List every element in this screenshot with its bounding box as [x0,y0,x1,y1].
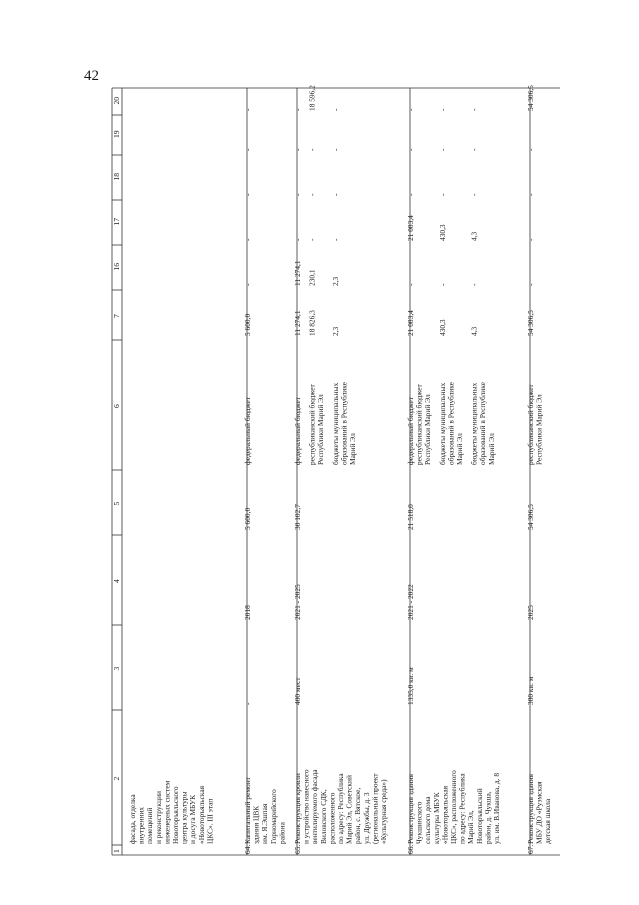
funding-source: федеральный бюджет [406,396,415,465]
total-cost-value: 30 102,7 [293,504,302,530]
amount-v16: - [406,283,415,286]
column-header: 19 [112,130,121,138]
row-number: 64. [243,844,252,854]
amount-v20: 54 306,5 [526,85,535,111]
object-name: детская школа [543,798,553,844]
amount-v16: - [437,283,447,286]
amount-v16: - [526,283,535,286]
object-name: вентилируемого фасада [310,769,320,844]
object-name: и досуга МБУК [188,794,198,844]
column-header: 7 [112,314,121,318]
object-name: внутренних [136,807,146,844]
row-number: 67. [526,844,535,854]
funding-source: Республики Марий Эл [316,394,326,465]
amount-v19: - [526,148,535,151]
object-name: ЦКС». III этап [205,798,215,844]
amount-v7: 5 600,0 [243,313,252,336]
amount-v18: - [243,193,252,196]
amount-v18: - [307,193,317,196]
amount-v7: 18 826,3 [307,310,317,336]
capacity-value: - [243,702,252,705]
funding-source: Республики Марий Эл [534,394,544,465]
amount-v18: - [526,193,535,196]
column-header: 4 [112,579,121,583]
funding-source: бюджеты муниципальных [437,382,447,465]
amount-v19: - [243,148,252,151]
amount-v17: - [526,238,535,241]
amount-v18: - [330,193,340,196]
object-name: Капитальный ремонт [243,777,252,844]
object-name: фасада, отделка [128,794,137,844]
amount-v20: - [406,108,415,111]
total-cost-value: 5 600,0 [243,507,252,530]
amount-v18: - [406,193,415,196]
amount-v16: 230,1 [307,269,317,286]
amount-v17: - [330,238,340,241]
object-name: Новоторъяльский [474,788,484,844]
total-cost-value: 21 518,0 [406,504,415,530]
capacity-value: 1335,0 кв. м [406,667,415,705]
object-name: района [277,822,287,844]
object-name: культуры МБУК [431,792,441,844]
object-name: по адресу: Республика [457,773,467,844]
object-name: Новоторъяльского [171,786,180,844]
funding-source: бюджеты муниципальных [469,382,479,465]
amount-v16: - [469,283,479,286]
amount-v7: 21 083,4 [406,310,415,336]
object-name: сельского дома [423,796,433,844]
object-name: МБУ ДО «Руэмская [534,781,544,844]
object-name: по адресу: Республика [336,773,345,844]
row-number: 65. [293,844,302,854]
object-name: район, д. Чукша, [483,791,493,844]
amount-v17: - [243,238,252,241]
funding-source: Марий Эл [455,433,464,465]
object-name: «Культурная среда») [379,779,388,844]
column-header: 18 [112,172,121,181]
object-name: Реконструкция здания [406,774,415,844]
object-name: ЦКС», расположенного [449,770,458,844]
row-number: 66. [406,844,415,854]
amount-v7: 4,3 [469,326,479,336]
amount-v18: - [437,193,447,196]
amount-v18: - [469,193,479,196]
amount-v7: 2,3 [330,326,340,336]
capacity-value: 380 кв. м [526,676,535,705]
capacity-value: 400 мест [293,677,302,705]
object-name: «Новоторъяльская [196,785,206,844]
funding-source: Республики Марий Эл [423,394,433,465]
column-header: 20 [112,96,121,105]
column-header: 16 [112,262,121,271]
object-name: Чукшинского [414,801,424,844]
amount-v19: - [293,148,302,151]
amount-v16: - [243,283,252,286]
object-name: им. Я.Эшпая [260,803,270,844]
object-name: Виловского СДК, [318,789,328,844]
funding-source: образований в Республике [339,382,349,465]
amount-v19: - [406,148,415,151]
funding-source: республиканский бюджет [526,384,535,465]
amount-v20: 18 596,2 [307,85,317,111]
amount-v19: - [307,148,317,151]
object-name: Реконструкция кровли [293,773,302,844]
years-value: 2021 - 2025 [293,584,302,620]
amount-v7: 430,3 [437,319,447,336]
object-name: инженерных систем [162,780,172,844]
amount-v17: - [293,238,302,241]
amount-v7: 11 274,1 [293,310,302,336]
object-name: помещений [145,807,155,844]
object-name: центра культуры [179,791,189,844]
amount-v20: - [243,108,252,111]
amount-v16: 2,3 [330,276,340,286]
object-name: район, с. Вятское, [353,787,363,844]
amount-v17: 21 083,4 [406,215,415,241]
object-name: Марий Эл, Советский [344,775,354,844]
object-name: Реконструкция здания [526,774,535,844]
amount-v19: - [330,148,340,151]
column-header: 2 [112,776,121,781]
amount-v17: 4,3 [469,231,479,241]
funding-source: Марий Эл [486,433,496,465]
amount-v17: 430,3 [437,224,447,241]
page-number: 42 [84,68,99,84]
column-header: 5 [112,501,121,506]
amount-v17: - [307,238,317,241]
funding-source: федеральный бюджет [293,396,302,465]
amount-v20: - [437,108,447,111]
funding-source: образований в Республике [446,382,456,465]
amount-v20: - [330,108,340,111]
funding-source: республиканский бюджет [307,384,317,465]
object-name: Горномарийского [268,789,278,844]
object-name: и реконструкции [153,791,163,844]
amount-v20: - [469,108,479,111]
funding-source: бюджеты муниципальных [330,382,340,465]
object-name: и устройство навесного [301,769,311,844]
object-name: расположенного [327,792,337,844]
years-value: 2025 [526,605,535,620]
table-content [112,85,552,854]
column-header: 6 [112,404,121,408]
amount-v19: - [437,148,447,151]
object-name: «Новоторъяльская [440,785,450,844]
object-name: здания ЦВК [251,805,261,844]
funding-source: федеральный бюджет [243,396,252,465]
amount-v7: 54 306,5 [526,310,535,336]
table-grid [112,88,560,855]
funding-source: Марий Эл [348,433,357,465]
column-header: 17 [112,217,121,226]
years-value: 2018 [243,605,252,620]
object-name: ул. Дружбы, д. 3 [361,792,371,844]
column-header: 3 [112,666,121,671]
amount-v20: - [293,108,302,111]
amount-v16: 11 274,1 [293,260,302,286]
total-cost-value: 54 306,5 [526,504,535,530]
object-name: Марий Эл, [466,810,476,844]
column-header: 1 [112,849,121,853]
years-value: 2021 - 2022 [406,584,415,620]
object-name: ул. им. В.Иванова, д. 8 [492,772,501,844]
amount-v19: - [469,148,479,151]
funding-source: республиканский бюджет [414,384,424,465]
object-name: (региональный проект [370,773,380,844]
funding-source: образований в Республике [478,382,488,465]
amount-v18: - [293,193,302,196]
